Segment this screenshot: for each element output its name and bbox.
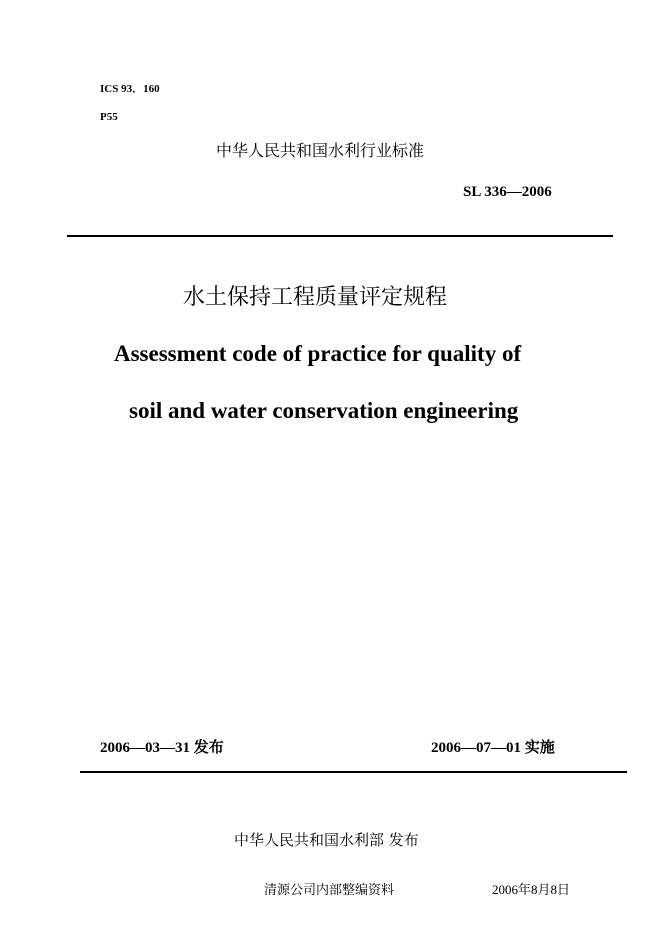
internal-note: 清源公司内部整编资料 — [264, 882, 395, 897]
issuer-line: 中华人民共和国水利行业标准 — [216, 141, 425, 160]
bottom-divider — [80, 771, 627, 773]
standard-number: SL 336—2006 — [463, 184, 552, 200]
english-title-line2: soil and water conservation engineering — [129, 398, 519, 423]
effective-date: 2006—07—01 实施 — [431, 740, 555, 756]
publisher-line: 中华人民共和国水利部 发布 — [234, 831, 419, 849]
classification-code: P55 — [100, 111, 118, 123]
ics-code: ICS 93．160 — [100, 83, 160, 95]
english-title-line1: Assessment code of practice for quality of — [114, 341, 522, 366]
issue-date: 2006—03—31 发布 — [100, 740, 224, 756]
chinese-title: 水土保持工程质量评定规程 — [183, 285, 448, 310]
top-divider — [67, 235, 613, 237]
note-date: 2006年8月8日 — [492, 882, 571, 897]
